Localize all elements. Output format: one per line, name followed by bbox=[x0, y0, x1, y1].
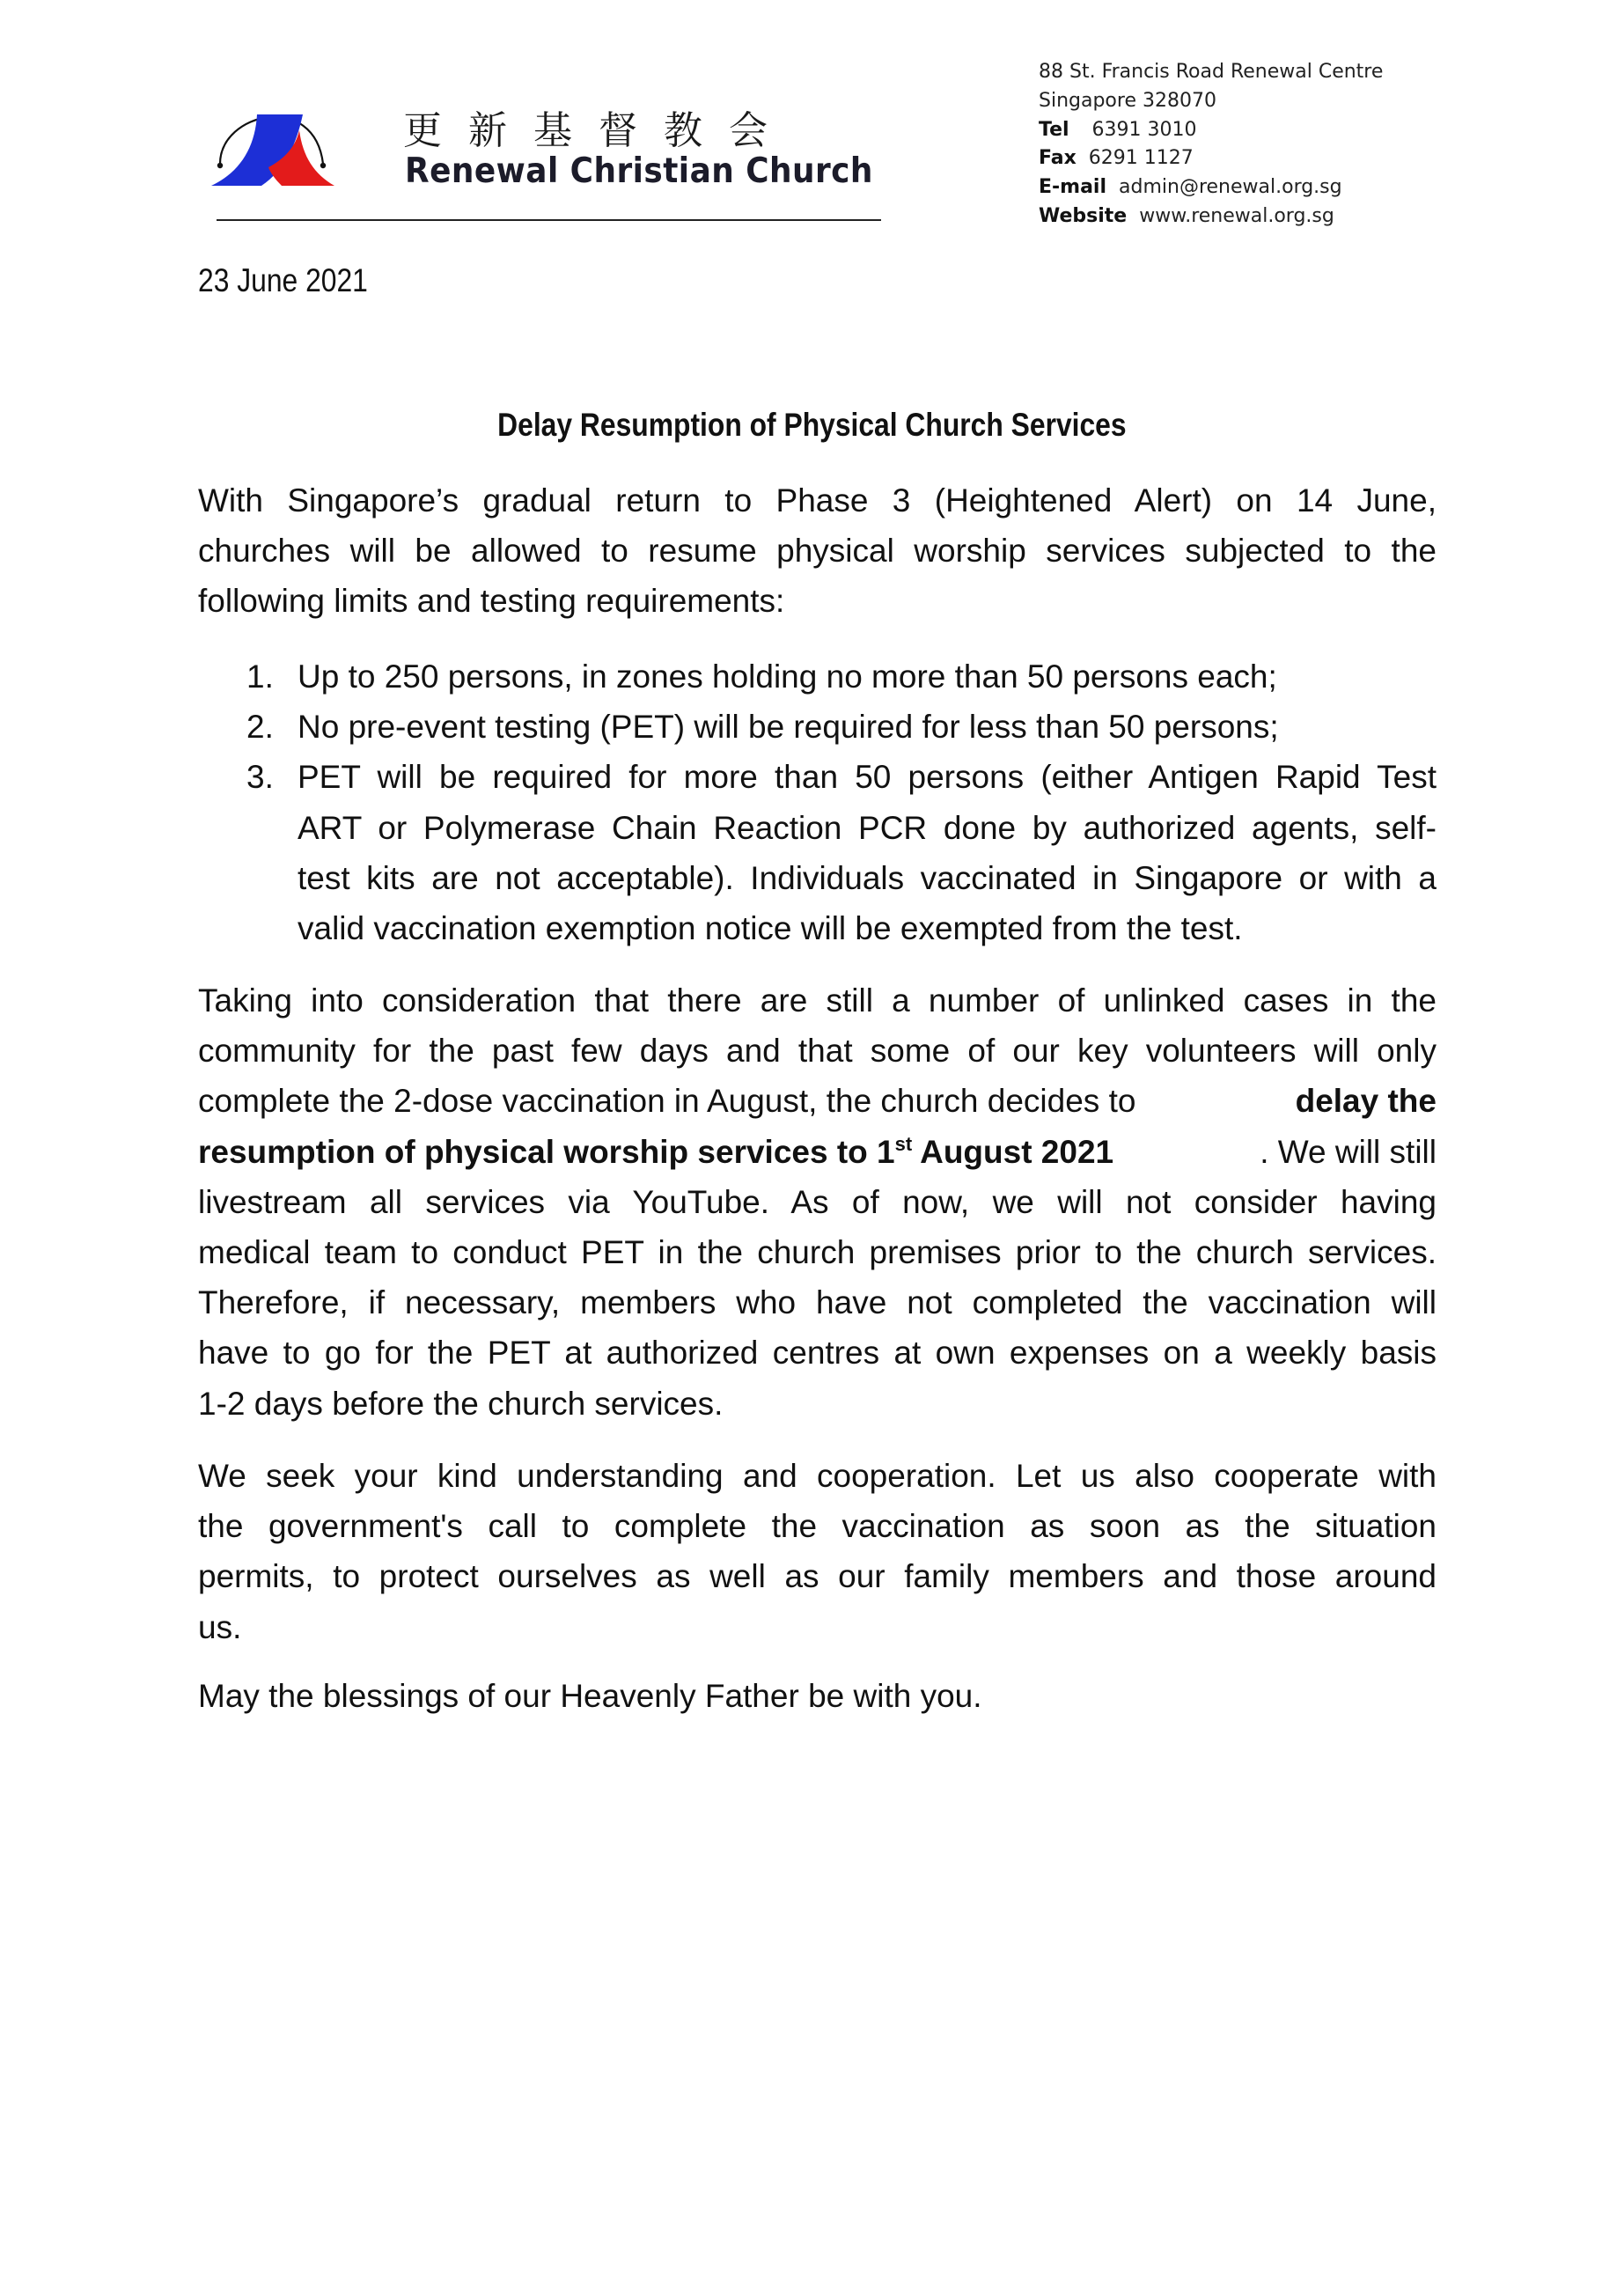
closing-line: us. bbox=[198, 1608, 242, 1645]
tel-value: 6391 3010 bbox=[1091, 118, 1197, 141]
decision-line: Taking into consideration that there are still a number of unlinked cases in the bbox=[198, 982, 1437, 1019]
church-chinese-name: 更新基督教会 bbox=[403, 108, 794, 153]
intro-paragraph bbox=[198, 475, 1437, 627]
decision-line: community for the past few days and that some of our key volunteers will only bbox=[198, 1033, 1437, 1070]
decision-line-4-regular: . We will still bbox=[1260, 1133, 1437, 1170]
intro-line: With Singapore’s gradual return to Phase 3 (Heightened Alert) on 14 June, bbox=[198, 482, 1437, 519]
fax-row bbox=[1039, 144, 1383, 173]
fax-label: Fax bbox=[1039, 147, 1077, 170]
decision-line bbox=[198, 1076, 1437, 1126]
website-label: Website bbox=[1039, 204, 1128, 227]
tel-label: Tel bbox=[1039, 118, 1069, 141]
fax-value: 6291 1127 bbox=[1088, 147, 1194, 170]
letterhead-divider bbox=[217, 219, 881, 221]
decision-line: livestream all services via YouTube. As of now, we will not consider having bbox=[198, 1183, 1437, 1220]
intro-line: following limits and testing requirements: bbox=[198, 583, 785, 620]
list-item bbox=[198, 702, 1437, 752]
list-number: 2. bbox=[246, 709, 274, 746]
church-logo-icon bbox=[204, 95, 336, 196]
list-item-text: test kits are not acceptable). Individuals vaccinated in Singapore or with a bbox=[298, 859, 1437, 896]
list-number: 1. bbox=[246, 658, 274, 695]
list-number: 3. bbox=[246, 759, 274, 796]
decision-line-emphasis bbox=[198, 1127, 1437, 1177]
list-item-text: valid vaccination exemption notice will be exempted from the test. bbox=[298, 909, 1243, 946]
decision-line-3-regular: complete the 2-dose vaccination in August, the church decides to bbox=[198, 1083, 1136, 1120]
decision-line: Therefore, if necessary, members who have not completed the vaccination will bbox=[198, 1284, 1437, 1321]
website-value[interactable]: www.renewal.org.sg bbox=[1139, 204, 1334, 227]
decision-paragraph bbox=[198, 975, 1437, 1429]
email-row bbox=[1039, 173, 1383, 202]
closing-line: the government's call to complete the vaccination as soon as the situation bbox=[198, 1508, 1437, 1545]
contact-block bbox=[1039, 58, 1383, 232]
letter-date: 23 June 2021 bbox=[198, 262, 368, 298]
list-item bbox=[198, 651, 1437, 702]
list-item-text: ART or Polymerase Chain Reaction PCR done by authorized agents, self- bbox=[298, 809, 1437, 846]
decision-line: have to go for the PET at authorized centres at own expenses on a weekly basis bbox=[198, 1335, 1437, 1372]
list-item-text: Up to 250 persons, in zones holding no more than 50 persons each; bbox=[298, 658, 1277, 695]
church-english-name: Renewal Christian Church bbox=[405, 151, 873, 191]
decision-line: medical team to conduct PET in the church premises prior to the church services. bbox=[198, 1233, 1437, 1270]
closing-line: permits, to protect ourselves as well as our family members and those around bbox=[198, 1558, 1437, 1595]
decision-line-3-bold: delay the bbox=[1295, 1083, 1437, 1120]
email-value[interactable]: admin@renewal.org.sg bbox=[1119, 176, 1342, 199]
list-item bbox=[198, 752, 1437, 953]
letter-title bbox=[0, 407, 1624, 444]
address-line-1: 88 St. Francis Road Renewal Centre bbox=[1039, 61, 1384, 83]
address-line-2: Singapore 328070 bbox=[1039, 89, 1216, 112]
website-row bbox=[1039, 202, 1383, 232]
list-item-text: PET will be required for more than 50 persons (either Antigen Rapid Test bbox=[298, 759, 1437, 796]
blessing-paragraph bbox=[198, 1671, 1437, 1721]
intro-line: churches will be allowed to resume physical worship services subjected to the bbox=[198, 533, 1437, 570]
ordinal-suffix: st bbox=[894, 1132, 913, 1155]
list-item-text: No pre-event testing (PET) will be required for less than 50 persons; bbox=[298, 709, 1279, 746]
resumption-date-bold-b: August 2021 bbox=[912, 1133, 1114, 1170]
resumption-date-bold-a: resumption of physical worship services to 1 bbox=[198, 1133, 895, 1170]
requirements-list bbox=[198, 651, 1437, 953]
blessing-line: May the blessings of our Heavenly Father be with you. bbox=[198, 1678, 982, 1714]
closing-paragraph bbox=[198, 1451, 1437, 1652]
closing-line: We seek your kind understanding and cooperation. Let us also cooperate with bbox=[198, 1458, 1437, 1494]
email-label: E-mail bbox=[1039, 176, 1107, 199]
letter-title-text: Delay Resumption of Physical Church Services bbox=[497, 407, 1127, 443]
tel-row bbox=[1039, 116, 1383, 145]
decision-line: 1-2 days before the church services. bbox=[198, 1385, 724, 1422]
